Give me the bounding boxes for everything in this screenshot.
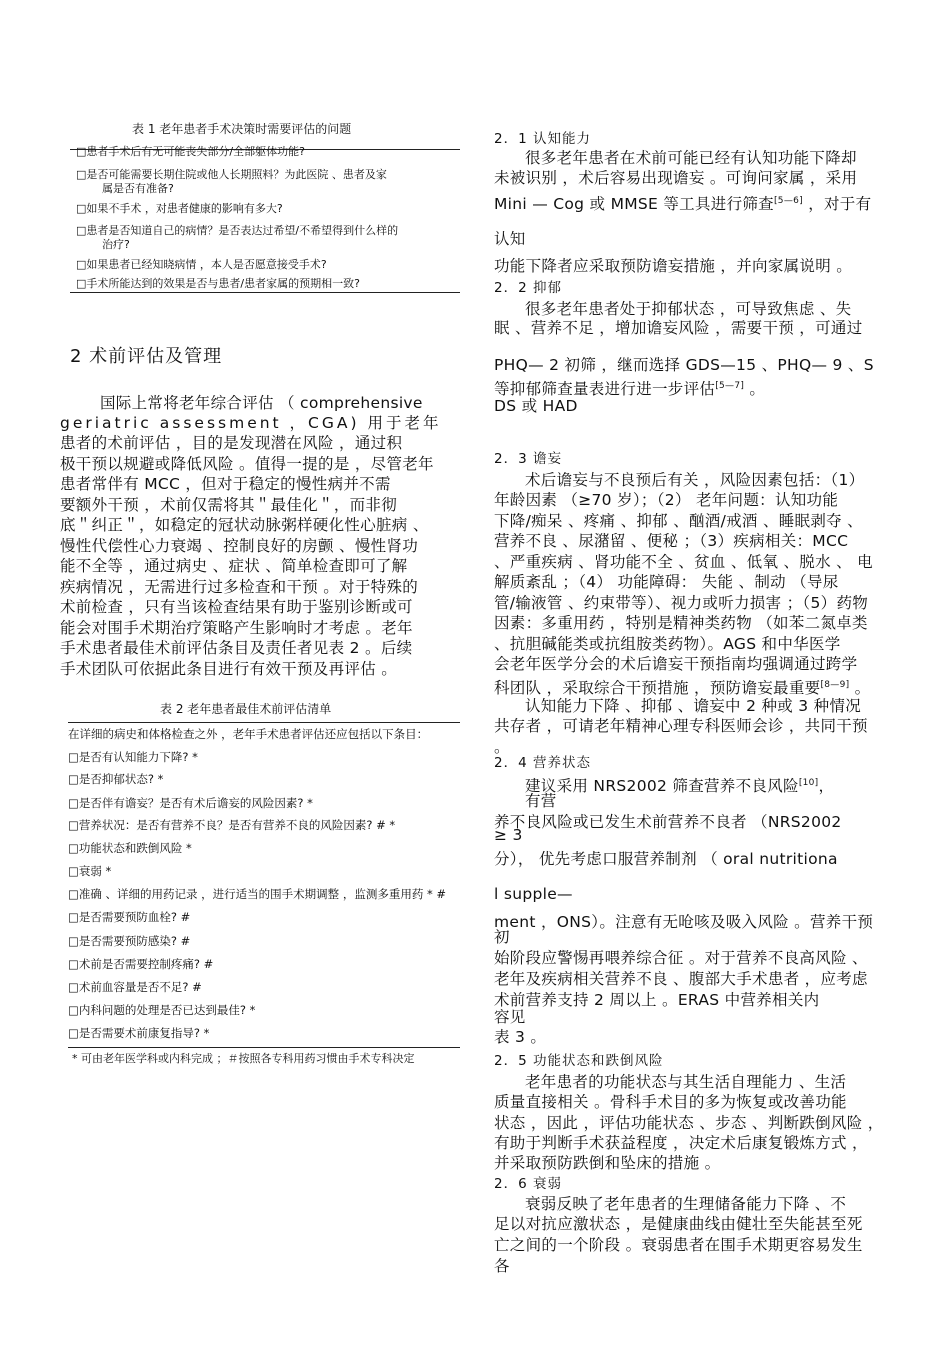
para-line: 患者的术前评估 ，目的是发现潜在风险 ，通过积 — [60, 434, 403, 452]
body-line: 衰弱反映了老年患者的生理储备能力下降 、不 — [525, 1195, 847, 1213]
body-line: 亡之间的一个阶段 。衰弱患者在围手术期更容易发生 — [494, 1236, 863, 1254]
body-line: 认知能力下降 、抑郁 、谵妄中 2 种或 3 种情况 — [525, 697, 862, 715]
body-line: 下降/痴呆 、疼痛 、抑郁 、酗酒/戒酒 、睡眠剥夺 、 — [494, 512, 863, 530]
table1-row: □手术所能达到的效果是否与患者/患者家属的预期相一致? — [76, 277, 360, 290]
body-line: l supple— — [494, 885, 573, 903]
table2-caption: 表 2 老年患者最佳术前评估清单 — [160, 702, 332, 716]
body-line: 老年及疾病相关营养不良 、腹部大手术患者 ，应考虑 — [494, 970, 868, 988]
body-line: ment ，ONS）。注意有无呛咳及吸入风险 。营养干预 — [494, 913, 874, 931]
body-line: 足以对抗应激状态 ，是健康曲线由健壮至失能甚至死 — [494, 1215, 863, 1233]
body-line: 会老年医学分会的术后谵妄干预指南均强调通过跨学 — [494, 655, 858, 673]
body-line: 初 — [494, 928, 510, 946]
table1-row: □如果患者已经知晓病情 ，本人是否愿意接受手术? — [76, 258, 327, 271]
table2-row: □是否需要预防感染? # — [68, 934, 191, 948]
table2-row: □是否需要术前康复指导? * — [68, 1026, 210, 1040]
body-line: Mini — Cog 或 MMSE 等工具进行筛查[5—6] ，对于有 — [494, 195, 872, 214]
para-line: 手术患者最佳术前评估条目及责任者见表 2 。后续 — [60, 639, 413, 657]
table2-row: □术前血容量是否不足? # — [68, 980, 202, 994]
table1-row: 治疗? — [102, 238, 130, 251]
body-line: 养不良风险或已发生术前营养不良者 （NRS2002 — [494, 813, 842, 831]
table2-row: □衰弱 * — [68, 864, 112, 878]
body-line: PHQ— 2 初筛 ，继而选择 GDS—15 、PHQ— 9 、S — [494, 356, 874, 374]
table2-top-rule — [68, 722, 460, 723]
para-line: 能会对围手术期治疗策略产生影响时才考虑 。老年 — [60, 619, 413, 637]
subsection-heading: 2．4 营养状态 — [494, 755, 591, 771]
body-line: 、抗胆碱能类或抗组胺类药物）。AGS 和中华医学 — [494, 635, 841, 653]
table2-row: □是否抑郁状态? * — [68, 772, 164, 786]
table2-row: □内科问题的处理是否已达到最佳? * — [68, 1003, 256, 1017]
para-line: 手术团队可依据此条目进行有效干预及再评估 。 — [60, 660, 398, 678]
body-line: 表 3 。 — [494, 1028, 547, 1046]
body-line: 因素：多重用药 ，特别是精神类药物 （如苯二氮卓类 — [494, 614, 868, 632]
para-line: 要额外干预 ，术前仅需将其＂最佳化＂，而非彻 — [60, 496, 398, 514]
body-line: 始阶段应警惕再喂养综合征 。对于营养不良高风险 、 — [494, 949, 868, 967]
table2-bottom-rule — [68, 1047, 460, 1048]
table2-intro: 在详细的病史和体格检查之外 ，老年手术患者评估还应包括以下条目： — [68, 727, 429, 741]
body-line: 术后谵妄与不良预后有关 ，风险因素包括：（1） — [525, 471, 865, 489]
table2-row: □准确 、详细的用药记录 ，进行适当的围手术期调整 ，监测多重用药 * # — [68, 887, 447, 901]
body-line: 状态 ，因此 ，评估功能状态 、步态 、判断跌倒风险 ， — [494, 1114, 884, 1132]
body-line: 有营 — [525, 792, 557, 810]
body-line: 未被识别 ，术后容易出现谵妄 。可询问家属 ，采用 — [494, 169, 858, 187]
table1-bottom-rule — [70, 292, 460, 293]
table2-row: □营养状况：是否有营养不良？是否有营养不良的风险因素? # * — [68, 818, 396, 832]
para-line: 底＂纠正＂，如稳定的冠状动脉粥样硬化性心脏病 、 — [60, 516, 429, 534]
subsection-heading: 2．6 衰弱 — [494, 1176, 562, 1192]
body-line: 有助于判断手术获益程度 ，决定术后康复锻炼方式 ， — [494, 1134, 868, 1152]
body-line: 解质紊乱 ；（4） 功能障碍： 失能 、制动 （导尿 — [494, 573, 839, 591]
body-line: 很多老年患者处于抑郁状态 ，可导致焦虑 、失 — [525, 300, 852, 318]
para-line: 患者常伴有 MCC ，但对于稳定的慢性病并不需 — [60, 475, 391, 493]
table2-row: □术前是否需要控制疼痛? # — [68, 957, 214, 971]
body-line: 各 — [494, 1257, 510, 1275]
subsection-heading: 2．1 认知能力 — [494, 131, 591, 147]
body-line: 认知 — [494, 230, 526, 248]
para-line: 能不全等 ，通过病史 、症状 、简单检查即可了解 — [60, 557, 408, 575]
para-line: 术前检查 ，只有当该检查结果有助于鉴别诊断或可 — [60, 598, 413, 616]
body-line: 功能下降者应采取预防谵妄措施 ，并向家属说明 。 — [494, 257, 853, 275]
table2-footnote: * 可由老年医学科或内科完成 ；＃按照各专科用药习惯由手术专科决定 — [72, 1052, 415, 1065]
subsection-heading: 2．3 谵妄 — [494, 451, 562, 467]
body-line: 容见 — [494, 1008, 526, 1026]
body-line: DS 或 HAD — [494, 397, 578, 415]
table2-row: □是否伴有谵妄？是否有术后谵妄的风险因素? * — [68, 796, 313, 810]
subsection-heading: 2．5 功能状态和跌倒风险 — [494, 1053, 664, 1069]
table1-row: □是否可能需要长期住院或他人长期照料？为此医院 、患者及家 — [76, 168, 387, 181]
body-line: 营养不良 、尿潴留 、便秘 ；（3）疾病相关：MCC — [494, 532, 849, 550]
table1-row: □如果不手术 ，对患者健康的影响有多大? — [76, 202, 283, 215]
table1-row: 属是否有准备? — [102, 182, 174, 195]
body-line: 并采取预防跌倒和坠床的措施 。 — [494, 1154, 721, 1172]
body-line: 分）， 优先考虑口服营养制剂 （ oral nutritiona — [494, 850, 838, 868]
body-line: 很多老年患者在术前可能已经有认知功能下降却 — [525, 149, 857, 167]
body-line: 科团队 ，采取综合干预措施 ，预防谵妄最重要[8—9] 。 — [494, 679, 871, 698]
table1-row: □患者是否知道自己的病情？是否表达过希望/不希望得到什么样的 — [76, 224, 399, 237]
body-line: 建议采用 NRS2002 筛查营养不良风险[10]， — [525, 777, 835, 796]
para-line: 慢性代偿性心力衰竭 、控制良好的房颤 、慢性肾功 — [60, 537, 419, 555]
table2-row: □是否需要预防血栓? # — [68, 910, 191, 924]
para-line: 极干预以规避或降低风险 。值得一提的是 ，尽管老年 — [60, 455, 434, 473]
body-line: 老年患者的功能状态与其生活自理能力 、生活 — [525, 1073, 847, 1091]
body-line: 年龄因素 （≥70 岁）；（2） 老年问题：认知功能 — [494, 491, 839, 509]
body-line: 眠 、营养不足 ，增加谵妄风险 ，需要干预 ，可通过 — [494, 319, 863, 337]
para-line: geriatric assessment ，CGA) 用于老年 — [60, 414, 442, 432]
table2-row: □是否有认知能力下降? * — [68, 750, 198, 764]
table1-caption: 表 1 老年患者手术决策时需要评估的问题 — [132, 122, 352, 136]
body-line: 质量直接相关 。骨科手术目的多为恢复或改善功能 — [494, 1093, 847, 1111]
table2-row: □功能状态和跌倒风险 * — [68, 841, 192, 855]
body-line: 等抑郁筛查量表进行进一步评估[5—7] 。 — [494, 380, 766, 399]
table1-row: □患者手术后有无可能丧失部分/全部躯体功能? — [76, 145, 305, 158]
subsection-heading: 2．2 抑郁 — [494, 280, 562, 296]
body-line: 共存者 ，可请老年精神心理专科医师会诊 ，共同干预 — [494, 717, 868, 735]
para-line: 国际上常将老年综合评估 （ comprehensive — [100, 394, 423, 412]
para-line: 疾病情况 ，无需进行过多检查和干预 。对于特殊的 — [60, 578, 419, 596]
body-line: ≥ 3 — [494, 826, 523, 844]
body-line: 术前营养支持 2 周以上 。ERAS 中营养相关内 — [494, 991, 820, 1009]
body-line: 管/输液管 、约束带等）、视力或听力损害 ；（5）药物 — [494, 594, 869, 612]
section2-heading: 2 术前评估及管理 — [70, 346, 223, 367]
body-line: 、严重疾病 、肾功能不全 、贫血 、低氧 、脱水 、 电 — [494, 553, 873, 571]
body-line: 。 — [494, 738, 510, 756]
